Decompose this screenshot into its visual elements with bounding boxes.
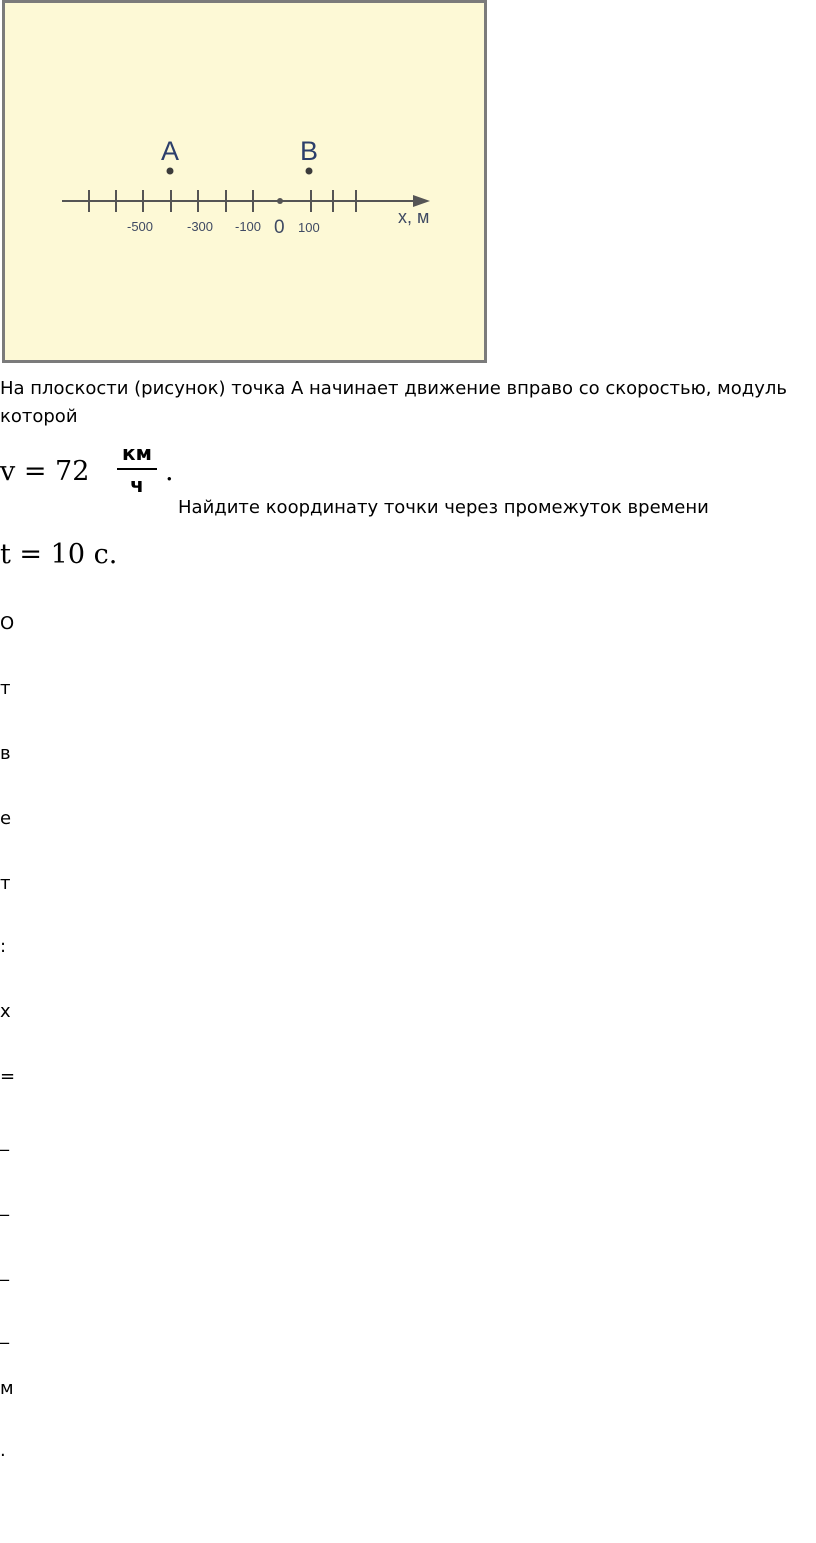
answer-char: т <box>0 873 11 894</box>
answer-blank: _ <box>0 1324 9 1345</box>
time-formula: t = 10 с. <box>0 539 118 570</box>
point-a-dot <box>167 168 174 175</box>
tick-label-zero: 0 <box>274 217 285 238</box>
x-axis-arrow <box>413 195 430 207</box>
answer-char: . <box>0 1440 6 1461</box>
point-b-label: B <box>300 136 319 166</box>
fraction-bar <box>117 468 157 470</box>
answer-blank: _ <box>0 1131 9 1152</box>
answer-char: х <box>0 1001 11 1022</box>
velocity-unit-numerator: км <box>122 441 152 465</box>
answer-blank: _ <box>0 1261 9 1282</box>
answer-char: м <box>0 1378 14 1399</box>
velocity-formula <box>0 440 200 520</box>
answer-char: в <box>0 743 11 764</box>
answer-char: е <box>0 808 12 829</box>
tick-label-minus-500: -500 <box>127 219 154 234</box>
problem-text-line2: Найдите координату точки через промежуток времени <box>178 497 709 518</box>
velocity-fraction <box>117 440 157 498</box>
number-line-svg <box>5 3 490 366</box>
number-line-figure <box>2 0 487 363</box>
point-a-label: A <box>161 136 180 166</box>
tick-label-minus-100: -100 <box>235 219 262 234</box>
axis-unit-label: x, м <box>398 207 430 227</box>
velocity-lhs: v = 72 <box>0 456 90 487</box>
point-b-dot <box>306 168 313 175</box>
velocity-unit-denominator: ч <box>130 473 144 497</box>
answer-char: : <box>0 936 7 957</box>
velocity-period: . <box>165 456 174 487</box>
answer-char: = <box>0 1066 16 1087</box>
origin-dot <box>277 198 283 204</box>
answer-char: О <box>0 613 15 634</box>
answer-blank: _ <box>0 1196 9 1217</box>
tick-label-minus-300: -300 <box>187 219 214 234</box>
tick-label-100: 100 <box>298 220 320 235</box>
answer-char: т <box>0 678 11 699</box>
problem-text-line1: На плоскости (рисунок) точка A начинает движение вправо со скоростью, модуль которой <box>0 378 787 427</box>
